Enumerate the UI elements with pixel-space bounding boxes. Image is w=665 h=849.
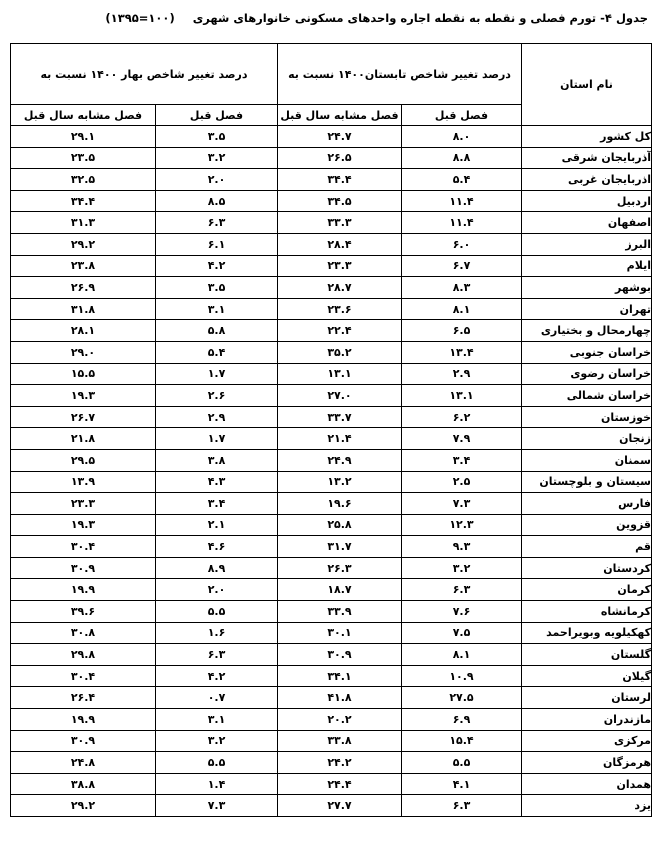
- table-row: [11, 665, 652, 687]
- table-row: [11, 126, 652, 148]
- spring-same-season-cell: ۲۶.۹: [11, 277, 156, 299]
- spring-same-season-cell: ۱۹.۳: [11, 385, 156, 407]
- spring-prev-season-cell: ۳.۵: [156, 126, 278, 148]
- province-cell: مازندران: [522, 709, 652, 731]
- province-cell: کل کشور: [522, 126, 652, 148]
- summer-same-season-cell: ۱۸.۷: [278, 579, 402, 601]
- summer-prev-season-cell: ۶.۳: [402, 795, 522, 817]
- province-cell: گیلان: [522, 665, 652, 687]
- summer-same-season-cell: ۲۸.۴: [278, 233, 402, 255]
- province-cell: اذربایجان غربی: [522, 169, 652, 191]
- summer-prev-season-cell: ۳.۲: [402, 557, 522, 579]
- province-cell: چهارمحال و بختیاری: [522, 320, 652, 342]
- summer-prev-season-cell: ۹.۳: [402, 536, 522, 558]
- spring-prev-season-cell: ۴.۲: [156, 665, 278, 687]
- summer-prev-season-cell: ۷.۵: [402, 622, 522, 644]
- summer-same-season-cell: ۳۳.۳: [278, 212, 402, 234]
- summer-same-season-cell: ۲۴.۷: [278, 126, 402, 148]
- summer-prev-season-cell: ۴.۱: [402, 773, 522, 795]
- spring-prev-season-cell: ۵.۵: [156, 752, 278, 774]
- summer-prev-season-cell: ۶.۰: [402, 233, 522, 255]
- summer-same-season-cell: ۳۳.۹: [278, 601, 402, 623]
- spring-prev-season-cell: ۴.۳: [156, 471, 278, 493]
- spring-prev-season-cell: ۵.۵: [156, 601, 278, 623]
- table-row: [11, 622, 652, 644]
- spring-prev-season-cell: ۵.۸: [156, 320, 278, 342]
- summer-prev-season-cell: ۷.۳: [402, 493, 522, 515]
- table-row: [11, 212, 652, 234]
- province-cell: خراسان شمالی: [522, 385, 652, 407]
- summer-same-season-cell: ۱۳.۱: [278, 363, 402, 385]
- spring-prev-season-cell: ۳.۱: [156, 298, 278, 320]
- spring-same-season-cell: ۲۹.۵: [11, 449, 156, 471]
- summer-prev-season-cell: ۱۱.۴: [402, 212, 522, 234]
- table-row: [11, 493, 652, 515]
- table-row: [11, 363, 652, 385]
- summer-prev-season-cell: ۸.۱: [402, 644, 522, 666]
- summer-prev-season-cell: ۶.۷: [402, 255, 522, 277]
- spring-prev-season-cell: ۱.۶: [156, 622, 278, 644]
- spring-same-season-cell: ۳۸.۸: [11, 773, 156, 795]
- summer-prev-season-cell: ۲۷.۵: [402, 687, 522, 709]
- spring-same-season-cell: ۳۰.۹: [11, 557, 156, 579]
- spring-same-season-cell: ۳۰.۴: [11, 536, 156, 558]
- spring-prev-season-cell: ۱.۷: [156, 428, 278, 450]
- table-row: [11, 514, 652, 536]
- summer-prev-season-cell: ۱۳.۴: [402, 341, 522, 363]
- province-cell: کهکیلویه وبویراحمد: [522, 622, 652, 644]
- spring-same-season-cell: ۳۰.۴: [11, 665, 156, 687]
- summer-prev-season-cell: ۸.۳: [402, 277, 522, 299]
- summer-same-season-cell: ۲۶.۳: [278, 557, 402, 579]
- header-spring-prev-season: فصل قبل: [156, 105, 278, 126]
- summer-same-season-cell: ۲۷.۷: [278, 795, 402, 817]
- summer-prev-season-cell: ۷.۹: [402, 428, 522, 450]
- summer-same-season-cell: ۲۶.۵: [278, 147, 402, 169]
- province-cell: سیستان و بلوچستان: [522, 471, 652, 493]
- table-caption: [0, 11, 648, 25]
- table-row: [11, 752, 652, 774]
- province-cell: همدان: [522, 773, 652, 795]
- spring-prev-season-cell: ۳.۲: [156, 730, 278, 752]
- table-row: [11, 709, 652, 731]
- summer-prev-season-cell: ۶.۹: [402, 709, 522, 731]
- spring-prev-season-cell: ۳.۴: [156, 493, 278, 515]
- spring-same-season-cell: ۲۸.۱: [11, 320, 156, 342]
- table-row: [11, 406, 652, 428]
- spring-same-season-cell: ۳۱.۳: [11, 212, 156, 234]
- spring-prev-season-cell: ۶.۳: [156, 212, 278, 234]
- spring-prev-season-cell: ۳.۸: [156, 449, 278, 471]
- spring-prev-season-cell: ۶.۱: [156, 233, 278, 255]
- summer-prev-season-cell: ۶.۳: [402, 579, 522, 601]
- spring-prev-season-cell: ۴.۲: [156, 255, 278, 277]
- province-cell: سمنان: [522, 449, 652, 471]
- table-row: [11, 471, 652, 493]
- table-row: [11, 190, 652, 212]
- table-row: [11, 428, 652, 450]
- province-cell: تهران: [522, 298, 652, 320]
- table-row: [11, 255, 652, 277]
- summer-same-season-cell: ۳۴.۱: [278, 665, 402, 687]
- spring-same-season-cell: ۳۰.۹: [11, 730, 156, 752]
- caption-text: جدول ۴- تورم فصلی و نقطه به نقطه اجاره واحدهای مسکونی خانوارهای شهری: [192, 11, 648, 25]
- header-summer-same-season: فصل مشابه سال قبل: [278, 105, 402, 126]
- rent-inflation-table: [10, 43, 652, 817]
- summer-prev-season-cell: ۷.۶: [402, 601, 522, 623]
- table-row: [11, 169, 652, 191]
- summer-prev-season-cell: ۶.۲: [402, 406, 522, 428]
- province-cell: اردبیل: [522, 190, 652, 212]
- province-cell: اصفهان: [522, 212, 652, 234]
- spring-same-season-cell: ۳۲.۵: [11, 169, 156, 191]
- spring-same-season-cell: ۲۹.۰: [11, 341, 156, 363]
- summer-same-season-cell: ۳۳.۷: [278, 406, 402, 428]
- summer-prev-season-cell: ۳.۴: [402, 449, 522, 471]
- spring-same-season-cell: ۲۳.۸: [11, 255, 156, 277]
- header-spring-same-season: فصل مشابه سال قبل: [11, 105, 156, 126]
- table-row: [11, 233, 652, 255]
- summer-same-season-cell: ۳۵.۲: [278, 341, 402, 363]
- summer-same-season-cell: ۲۴.۹: [278, 449, 402, 471]
- table-row: [11, 730, 652, 752]
- summer-same-season-cell: ۲۱.۴: [278, 428, 402, 450]
- spring-prev-season-cell: ۳.۵: [156, 277, 278, 299]
- table-row: [11, 536, 652, 558]
- spring-same-season-cell: ۳۹.۶: [11, 601, 156, 623]
- summer-prev-season-cell: ۵.۴: [402, 169, 522, 191]
- table-row: [11, 601, 652, 623]
- header-spring-group: درصد تغییر شاخص بهار ۱۴۰۰ نسبت به: [11, 44, 278, 105]
- province-cell: ایلام: [522, 255, 652, 277]
- summer-prev-season-cell: ۱۵.۴: [402, 730, 522, 752]
- spring-same-season-cell: ۳۴.۴: [11, 190, 156, 212]
- province-cell: فارس: [522, 493, 652, 515]
- summer-prev-season-cell: ۲.۵: [402, 471, 522, 493]
- table-row: [11, 773, 652, 795]
- province-cell: قزوین: [522, 514, 652, 536]
- summer-same-season-cell: ۱۳.۲: [278, 471, 402, 493]
- province-cell: بوشهر: [522, 277, 652, 299]
- spring-same-season-cell: ۲۴.۸: [11, 752, 156, 774]
- spring-prev-season-cell: ۲.۹: [156, 406, 278, 428]
- summer-same-season-cell: ۲۴.۲: [278, 752, 402, 774]
- province-cell: لرستان: [522, 687, 652, 709]
- spring-prev-season-cell: ۳.۱: [156, 709, 278, 731]
- table-row: [11, 147, 652, 169]
- province-cell: قم: [522, 536, 652, 558]
- province-cell: خوزستان: [522, 406, 652, 428]
- spring-prev-season-cell: ۴.۶: [156, 536, 278, 558]
- spring-same-season-cell: ۳۱.۸: [11, 298, 156, 320]
- spring-same-season-cell: ۱۹.۳: [11, 514, 156, 536]
- province-cell: هرمزگان: [522, 752, 652, 774]
- summer-prev-season-cell: ۸.۸: [402, 147, 522, 169]
- table-row: [11, 320, 652, 342]
- table-row: [11, 277, 652, 299]
- summer-same-season-cell: ۳۳.۸: [278, 730, 402, 752]
- table-row: [11, 687, 652, 709]
- summer-same-season-cell: ۳۴.۴: [278, 169, 402, 191]
- header-summer-prev-season: فصل قبل: [402, 105, 522, 126]
- summer-same-season-cell: ۳۰.۱: [278, 622, 402, 644]
- summer-same-season-cell: ۲۴.۴: [278, 773, 402, 795]
- summer-prev-season-cell: ۱۲.۳: [402, 514, 522, 536]
- province-cell: مرکزی: [522, 730, 652, 752]
- spring-same-season-cell: ۲۶.۴: [11, 687, 156, 709]
- spring-same-season-cell: ۲۹.۸: [11, 644, 156, 666]
- table-row: [11, 385, 652, 407]
- province-cell: خراسان جنوبی: [522, 341, 652, 363]
- province-cell: البرز: [522, 233, 652, 255]
- spring-same-season-cell: ۲۹.۲: [11, 233, 156, 255]
- summer-same-season-cell: ۲۳.۳: [278, 255, 402, 277]
- summer-prev-season-cell: ۱۳.۱: [402, 385, 522, 407]
- header-province: نام استان: [522, 44, 652, 126]
- summer-prev-season-cell: ۵.۵: [402, 752, 522, 774]
- province-cell: آذربایجان شرقی: [522, 147, 652, 169]
- header-summer-group: درصد تغییر شاخص تابستان۱۴۰۰ نسبت به: [278, 44, 522, 105]
- summer-same-season-cell: ۳۰.۹: [278, 644, 402, 666]
- summer-same-season-cell: ۳۴.۵: [278, 190, 402, 212]
- spring-prev-season-cell: ۸.۵: [156, 190, 278, 212]
- table-row: [11, 557, 652, 579]
- province-cell: زنجان: [522, 428, 652, 450]
- spring-same-season-cell: ۲۶.۷: [11, 406, 156, 428]
- spring-prev-season-cell: ۲.۰: [156, 579, 278, 601]
- summer-same-season-cell: ۲۸.۷: [278, 277, 402, 299]
- summer-prev-season-cell: ۸.۱: [402, 298, 522, 320]
- spring-prev-season-cell: ۸.۹: [156, 557, 278, 579]
- province-cell: گلستان: [522, 644, 652, 666]
- spring-prev-season-cell: ۷.۳: [156, 795, 278, 817]
- summer-same-season-cell: ۲۷.۰: [278, 385, 402, 407]
- province-cell: خراسان رضوی: [522, 363, 652, 385]
- spring-same-season-cell: ۳۰.۸: [11, 622, 156, 644]
- summer-prev-season-cell: ۱۰.۹: [402, 665, 522, 687]
- province-cell: کردستان: [522, 557, 652, 579]
- spring-same-season-cell: ۱۹.۹: [11, 709, 156, 731]
- summer-prev-season-cell: ۲.۹: [402, 363, 522, 385]
- spring-same-season-cell: ۱۹.۹: [11, 579, 156, 601]
- table-row: [11, 341, 652, 363]
- summer-same-season-cell: ۱۹.۶: [278, 493, 402, 515]
- table-row: [11, 449, 652, 471]
- summer-prev-season-cell: ۶.۵: [402, 320, 522, 342]
- summer-same-season-cell: ۳۱.۷: [278, 536, 402, 558]
- table-row: [11, 298, 652, 320]
- summer-same-season-cell: ۲۰.۲: [278, 709, 402, 731]
- spring-prev-season-cell: ۰.۷: [156, 687, 278, 709]
- table-row: [11, 579, 652, 601]
- table-row: [11, 644, 652, 666]
- spring-same-season-cell: ۱۳.۹: [11, 471, 156, 493]
- province-cell: کرمان: [522, 579, 652, 601]
- summer-same-season-cell: ۲۳.۶: [278, 298, 402, 320]
- summer-same-season-cell: ۲۵.۸: [278, 514, 402, 536]
- table-row: [11, 795, 652, 817]
- table-body: [11, 126, 652, 817]
- summer-prev-season-cell: ۸.۰: [402, 126, 522, 148]
- spring-same-season-cell: ۲۳.۳: [11, 493, 156, 515]
- spring-prev-season-cell: ۱.۴: [156, 773, 278, 795]
- summer-same-season-cell: ۲۲.۴: [278, 320, 402, 342]
- spring-same-season-cell: ۲۱.۸: [11, 428, 156, 450]
- summer-same-season-cell: ۴۱.۸: [278, 687, 402, 709]
- spring-prev-season-cell: ۶.۳: [156, 644, 278, 666]
- spring-same-season-cell: ۲۳.۵: [11, 147, 156, 169]
- province-cell: کرمانشاه: [522, 601, 652, 623]
- spring-prev-season-cell: ۳.۲: [156, 147, 278, 169]
- province-cell: یزد: [522, 795, 652, 817]
- spring-same-season-cell: ۲۹.۲: [11, 795, 156, 817]
- summer-prev-season-cell: ۱۱.۴: [402, 190, 522, 212]
- spring-prev-season-cell: ۲.۶: [156, 385, 278, 407]
- spring-same-season-cell: ۱۵.۵: [11, 363, 156, 385]
- spring-prev-season-cell: ۲.۱: [156, 514, 278, 536]
- caption-base-year: (۱۰۰=۱۳۹۵): [105, 11, 175, 25]
- spring-prev-season-cell: ۱.۷: [156, 363, 278, 385]
- spring-same-season-cell: ۲۹.۱: [11, 126, 156, 148]
- spring-prev-season-cell: ۲.۰: [156, 169, 278, 191]
- spring-prev-season-cell: ۵.۴: [156, 341, 278, 363]
- table-header: [11, 44, 652, 126]
